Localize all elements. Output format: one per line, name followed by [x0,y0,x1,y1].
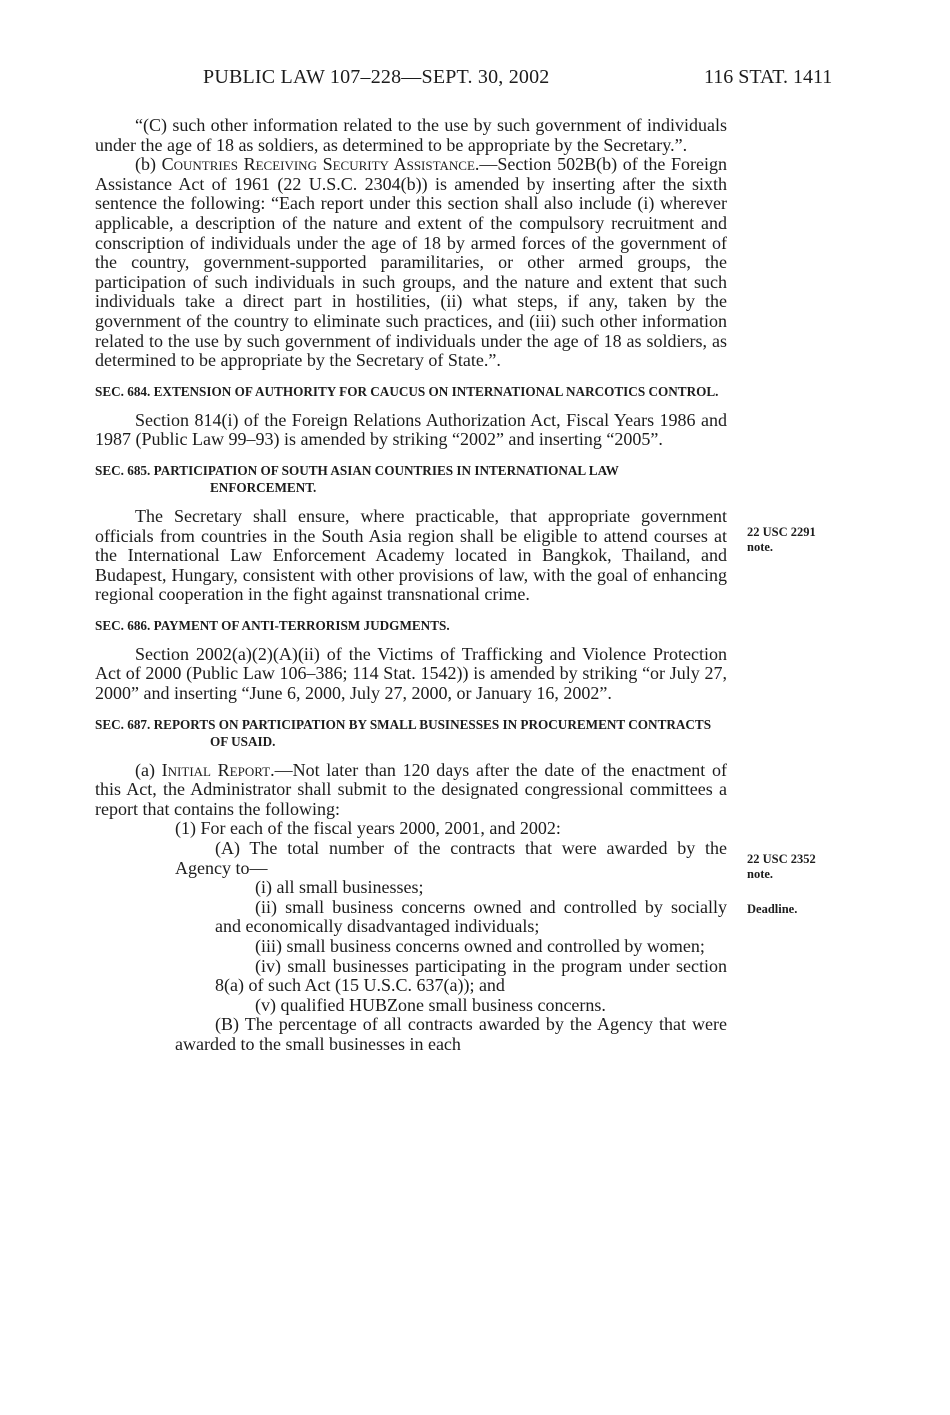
list-item-iv: (iv) small businesses participating in the program under section 8(a) of such Act (15 U.S.C. 637(a)); and [215,955,727,996]
list-item-1: (1) For each of the fiscal years 2000, 2001, and 2002: [175,818,561,839]
list-item-B: (B) The percentage of all contracts awarded by the Agency that were awarded to the small businesses in each [175,1014,727,1054]
paragraph-b: (b) Countries Receiving Security Assistance.—Section 502B(b) of the Foreign Assistance Act of 1961 (22 U.S.C. 2304(b)) is amended by inserting after the sixth sentence the following: “Each report under this section shall also include (i) wherever applicable, a description of the nature and extent of the compulsory recruitment and conscription of individuals under the age of 18 by armed forces of the government of the country, government-supported paramilitaries, or other armed groups, the participation of such individuals in such groups, and the nature and extent that such individuals take a direct part in hostilities, (ii) what steps, if any, taken by the government of the country to eliminate such practices, and (iii) such other information related to the use by such government of individuals under the age of 18 as soldiers, as determined to be appropriate by the Secretary of State.”. [95,154,727,371]
list-item-v: (v) qualified HUBZone small business concerns. [255,994,606,1015]
page-header-title: PUBLIC LAW 107–228—SEPT. 30, 2002 [203,66,550,88]
paragraph-b-heading: Countries Receiving Security Assistance [161,154,475,175]
section-686-heading: SEC. 686. PAYMENT OF ANTI-TERRORISM JUDGMENTS. [95,617,450,633]
list-item-A: (A) The total number of the contracts that were awarded by the Agency to— [175,838,727,878]
section-685-heading: SEC. 685. PARTICIPATION OF SOUTH ASIAN COUNTRIES IN INTERNATIONAL LAW ENFORCEMENT. [95,462,619,495]
section-685-text: The Secretary shall ensure, where practicable, that appropriate government officials from countries in the South Asia region shall be eligible to attend courses at the International Law Enforcement Academy located in Bangkok, Thailand, and Budapest, Hungary, consistent with other provisions of law, with the goal of enhancing regional cooperation in the fight against transnational crime. [95,505,727,605]
section-684-text: Section 814(i) of the Foreign Relations Authorization Act, Fiscal Years 1986 and 1987 (Public Law 99–93) is amended by striking “2002” and inserting “2005”. [95,409,727,450]
paragraph-c: “(C) such other information related to the use by such government of individuals under the age of 18 as soldiers, as determined to be appropriate by the Secretary.”. [95,115,727,155]
section-687-a-heading: Initial Report [161,759,271,780]
margin-note-deadline: Deadline. [747,902,798,916]
section-687-heading: SEC. 687. REPORTS ON PARTICIPATION BY SMALL BUSINESSES IN PROCUREMENT CONTRACTS OF USAID. [95,716,712,749]
list-item-iii: (iii) small business concerns owned and controlled by women; [255,936,705,956]
list-item-ii: (ii) small business concerns owned and controlled by socially and economically disadvantaged individuals; [215,896,727,937]
margin-note-2291: 22 USC 2291 note. [747,525,816,554]
section-684-heading: SEC. 684. EXTENSION OF AUTHORITY FOR CAUCUS ON INTERNATIONAL NARCOTICS CONTROL. [95,383,719,399]
section-686-text: Section 2002(a)(2)(A)(ii) of the Victims of Trafficking and Violence Protection Act of 2000 (Public Law 106–386; 114 Stat. 1542)) is amended by striking “or July 27, 2000” and inserting “June 6, 2000, July 27, 2000, or January 16, 2002”. [95,643,727,704]
section-687-a: (a) Initial Report.—Not later than 120 days after the date of the enactment of this Act, the Administrator shall submit to the designated congressional committees a report that contains the following: [95,759,727,819]
list-item-i: (i) all small businesses; [255,877,424,898]
document-body [95,116,727,1055]
page-header-stat: 116 STAT. 1411 [704,66,833,88]
margin-note-2352: 22 USC 2352 note. [747,852,816,881]
